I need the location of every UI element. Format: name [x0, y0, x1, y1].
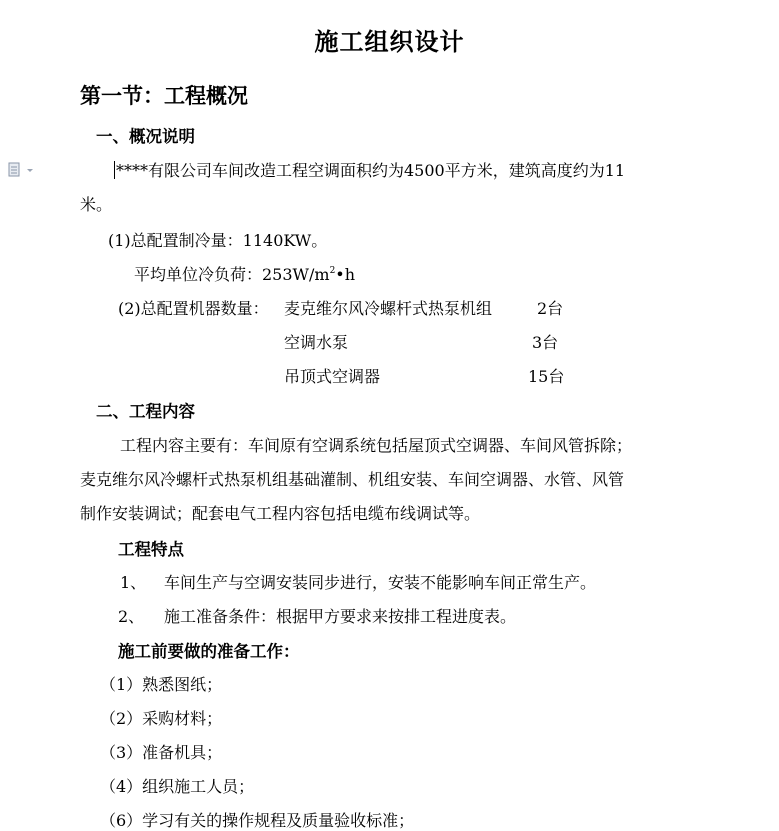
prep-item: （2）采购材料； [100, 709, 223, 728]
machine-qty: 3台 [532, 333, 559, 352]
paste-options-button[interactable] [6, 162, 36, 178]
machine-name: 吊顶式空调器 [284, 367, 381, 386]
prep-item: （4）组织施工人员； [100, 777, 255, 796]
overview-heading: 一、概况说明 [96, 127, 195, 146]
content-line1: 工程内容主要有：车间原有空调系统包括屋顶式空调器、车间风管拆除； [120, 436, 633, 455]
machines-label: (2)总配置机器数量： [118, 299, 269, 318]
text-cursor [114, 161, 115, 179]
machine-qty: 15台 [528, 367, 565, 386]
machine-name: 空调水泵 [284, 333, 349, 352]
prep-item: （6）学习有关的操作规程及质量验收标准； [100, 811, 415, 830]
content-line3: 制作安装调试；配套电气工程内容包括电缆布线调试等。 [80, 504, 481, 523]
clipboard-doc-icon [6, 162, 36, 178]
section-heading: 第一节：工程概况 [80, 83, 248, 108]
feature-number: 2、 [118, 607, 145, 626]
cooling-total: (1)总配置制冷量：1140KW。 [108, 231, 328, 250]
avg-cooling-load [134, 262, 355, 285]
prep-heading: 施工前要做的准备工作： [118, 642, 300, 661]
content-heading: 二、工程内容 [96, 402, 195, 421]
machine-qty: 2台 [537, 299, 564, 318]
document-title: 施工组织设计 [314, 27, 465, 56]
content-line2: 麦克维尔风冷螺杆式热泵机组基础灌制、机组安装、车间空调器、水管、风管 [80, 470, 625, 489]
machine-name: 麦克维尔风冷螺杆式热泵机组 [284, 299, 493, 318]
feature-text: 车间生产与空调安装同步进行，安装不能影响车间正常生产。 [164, 573, 597, 592]
feature-text: 施工准备条件：根据甲方要求来按排工程进度表。 [164, 607, 517, 626]
avg-load-text: 平均单位冷负荷：253W/m [134, 265, 330, 284]
overview-intro-line1 [114, 158, 625, 181]
prep-item: （1）熟悉图纸； [100, 675, 223, 694]
overview-intro-line2: 米。 [80, 195, 113, 214]
feature-number: 1、 [120, 573, 147, 592]
avg-load-superscript: 2 [329, 266, 336, 276]
overview-intro-text: ****有限公司车间改造工程空调面积约为4500平方米，建筑高度约为11 [116, 161, 626, 180]
features-heading: 工程特点 [118, 540, 184, 559]
avg-load-unit: •h [335, 265, 356, 284]
prep-item: （3）准备机具； [100, 743, 223, 762]
